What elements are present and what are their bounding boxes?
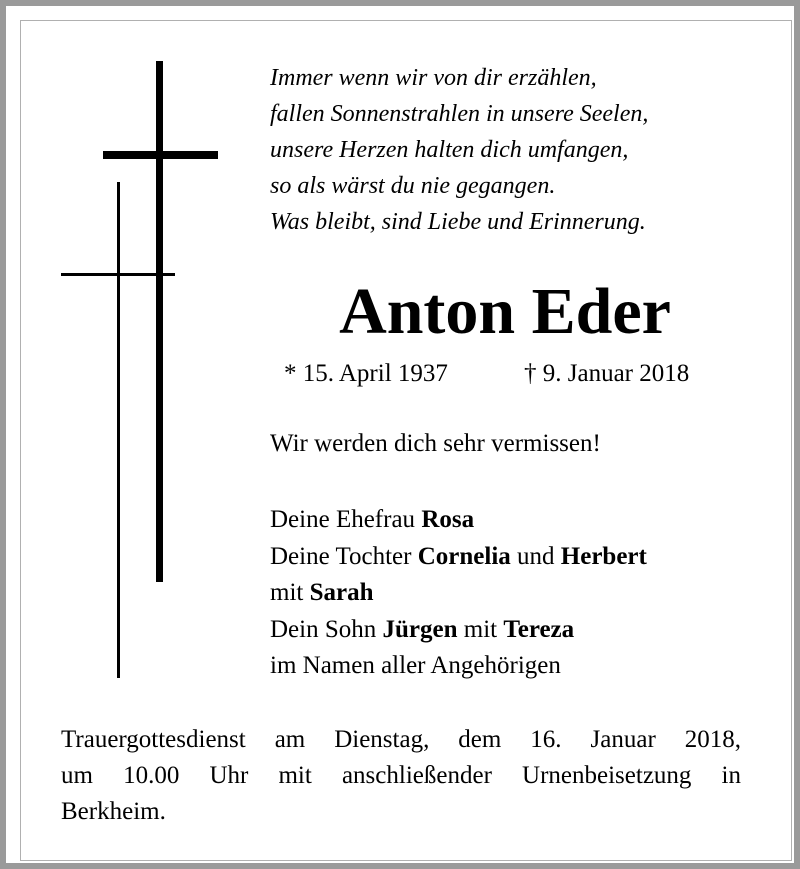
poem-line: so als wärst du nie gegangen. xyxy=(270,173,556,199)
family-text: Deine Ehefrau xyxy=(270,506,422,533)
service-line: Trauergottesdienst am Dienstag, dem 16. Januar 2018, xyxy=(61,726,741,753)
family-text: und xyxy=(510,542,561,570)
cross-small-vertical xyxy=(117,182,120,678)
farewell-line: Wir werden dich sehr vermissen! xyxy=(270,430,601,457)
family-text: Dein Sohn xyxy=(270,615,383,643)
family-text: mit xyxy=(270,579,310,606)
family-line xyxy=(270,612,770,649)
death-date: † 9. Januar 2018 xyxy=(524,360,690,387)
poem-line: fallen Sonnenstrahlen in unsere Seelen, xyxy=(270,101,649,127)
poem-line: Was bleibt, sind Liebe und Erinnerung. xyxy=(270,209,646,235)
poem-line: unsere Herzen halten dich umfangen, xyxy=(270,137,629,163)
family-member-name: Jürgen xyxy=(382,615,458,643)
family-signatures xyxy=(270,502,770,685)
family-member-name: Herbert xyxy=(560,542,647,570)
family-member-name: Rosa xyxy=(421,506,475,533)
poem xyxy=(270,60,770,240)
service-line: Berkheim. xyxy=(61,798,166,825)
birth-date: * 15. April 1937 xyxy=(284,360,448,387)
family-member-name: Cornelia xyxy=(417,542,511,570)
cross-large-vertical xyxy=(156,61,163,582)
cross-small-horizontal xyxy=(61,273,175,276)
deceased-name: Anton Eder xyxy=(339,275,671,348)
family-line xyxy=(270,539,770,576)
family-member-name: Sarah xyxy=(309,579,374,606)
family-text: mit xyxy=(457,615,504,643)
family-member-name: Tereza xyxy=(503,615,575,643)
poem-line: Immer wenn wir von dir erzählen, xyxy=(270,65,597,91)
funeral-service-info xyxy=(61,722,741,830)
family-text: Deine Tochter xyxy=(270,542,418,570)
family-line xyxy=(270,575,770,612)
family-line: im Namen aller Angehörigen xyxy=(270,652,561,679)
life-dates xyxy=(284,356,744,392)
service-line: um 10.00 Uhr mit anschließender Urnenbeisetzung in xyxy=(61,762,741,789)
family-line xyxy=(270,502,770,539)
cross-large-horizontal xyxy=(103,151,218,159)
